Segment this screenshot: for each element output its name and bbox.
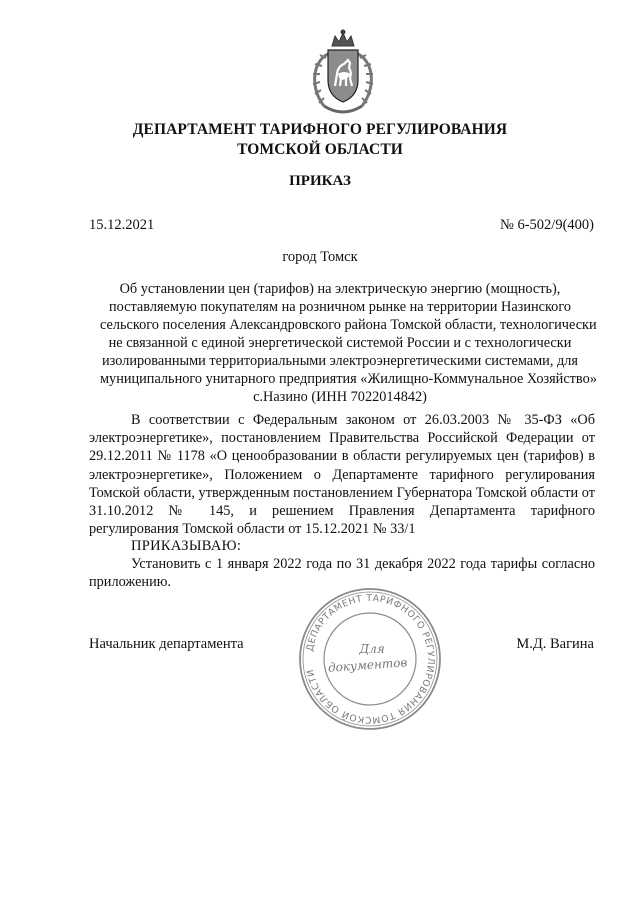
subject-line: с.Назино (ИНН 7022014842) xyxy=(253,389,427,405)
order-paragraph: Установить с 1 января 2022 года по 31 декабря 2022 года тарифы согласно приложению. xyxy=(89,556,595,591)
document-subject xyxy=(100,280,597,406)
subject-line: муниципального унитарного предприятия «Жилищно-Коммунальное Хозяйство» xyxy=(100,371,597,387)
document-city: город Томск xyxy=(282,249,358,265)
department-line-1: ДЕПАРТАМЕНТ ТАРИФНОГО РЕГУЛИРОВАНИЯ xyxy=(132,121,508,138)
stamp-center-line-2: документов xyxy=(327,655,408,675)
subject-line: не связанной с единой энергетической системой России и с технологически xyxy=(108,335,572,351)
department-stamp xyxy=(296,585,444,733)
subject-line: Об установлении цен (тарифов) на электрическую энергию (мощность), xyxy=(119,281,561,297)
document-number: № 6-502/9(400) xyxy=(500,217,594,233)
stamp-center-line-1: Для xyxy=(359,642,385,656)
tomsk-oblast-coat-of-arms-icon xyxy=(302,28,384,120)
order-word: ПРИКАЗЫВАЮ: xyxy=(131,538,242,554)
document-date: 15.12.2021 xyxy=(89,217,155,233)
signatory-title: Начальник департамента xyxy=(89,636,244,652)
stamp-ring-text: ДЕПАРТАМЕНТ ТАРИФНОГО РЕГУЛИРОВАНИЯ ТОМСКОЙ ОБЛАСТИ xyxy=(304,592,437,726)
subject-line: сельского поселения Александровского района Томской области, технологически xyxy=(100,317,597,333)
subject-line: изолированными территориальными электроэнергетическими системами, для xyxy=(102,353,578,369)
subject-line: поставляемую покупателям на розничном рынке на территории Назинского xyxy=(109,299,571,315)
signatory-name: М.Д. Вагина xyxy=(516,636,594,652)
preamble-paragraph: В соответствии с Федеральным законом от 26.03.2003 № 35-ФЗ «Об электроэнергетике», постановлением Правительства Российской Федерации от 29.12.2011 № 1178 «О ценообразовании в области регулируемых цен (тарифов) в электроэнергетике», Положением о Департаменте тарифного регулирования Томской области, утвержденным постановлением Губернатора Томской области от 31.10.2012 № 145, и решением Правления Департамента тарифного регулирования Томской области от 15.12.2021 № 33/1 xyxy=(89,412,595,538)
document-type: ПРИКАЗ xyxy=(289,173,351,189)
department-name xyxy=(0,120,640,160)
department-line-2: ТОМСКОЙ ОБЛАСТИ xyxy=(237,141,403,158)
